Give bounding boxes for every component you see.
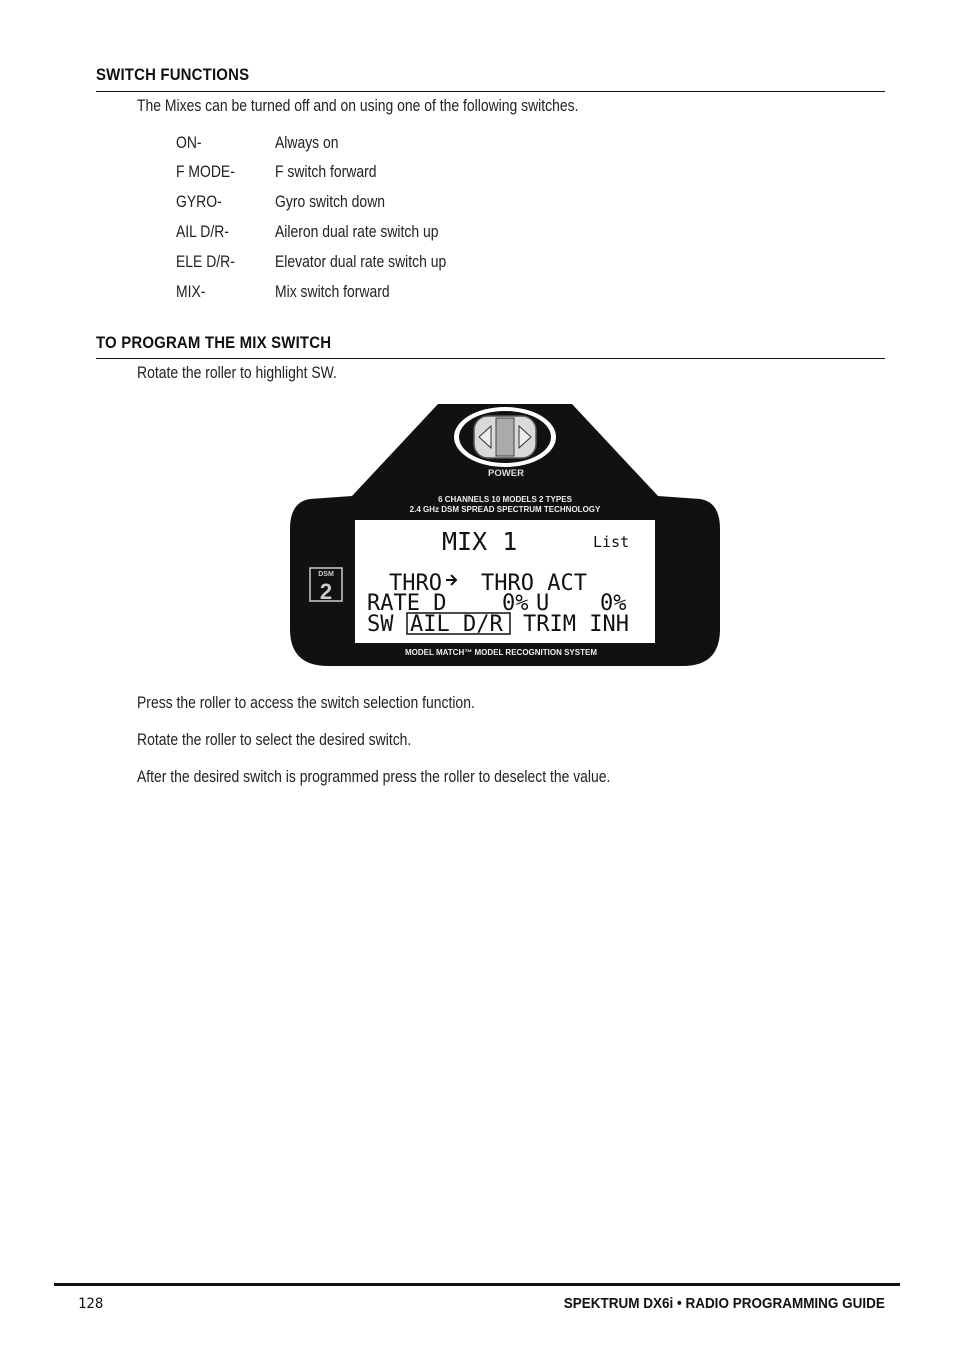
instruction-step: Rotate the roller to select the desired switch.	[137, 730, 412, 749]
switch-functions-intro: The Mixes can be turned off and on using one of the following switches.	[137, 96, 579, 115]
power-label: POWER	[488, 468, 524, 479]
instruction-step: Rotate the roller to highlight SW.	[137, 363, 337, 382]
switch-description: Elevator dual rate switch up	[275, 252, 447, 271]
switch-key: F MODE-	[176, 162, 235, 181]
switch-description: F switch forward	[275, 162, 377, 181]
lcd-row2-a: RATE D	[367, 591, 447, 616]
power-switch-slider	[496, 418, 514, 456]
switch-key: ELE D/R-	[176, 252, 235, 271]
section-heading-program-mix-switch: TO PROGRAM THE MIX SWITCH	[96, 333, 332, 352]
radio-footer-label: MODEL MATCH™ MODEL RECOGNITION SYSTEM	[404, 648, 598, 657]
switch-key: ON-	[176, 133, 202, 152]
section-rule	[96, 91, 885, 92]
footer-title: SPEKTRUM DX6i • RADIO PROGRAMMING GUIDE	[563, 1295, 885, 1312]
lcd-row3-selected: AIL D/R	[410, 612, 503, 637]
instruction-step: Press the roller to access the switch selection function.	[137, 693, 475, 712]
footer-rule	[54, 1283, 900, 1286]
switch-description: Always on	[275, 133, 339, 152]
spec-line-1: 6 CHANNELS 10 MODELS 2 TYPES	[438, 495, 572, 504]
switch-key: GYRO-	[176, 192, 222, 211]
switch-description: Aileron dual rate switch up	[275, 222, 439, 241]
lcd-title: MIX 1	[442, 527, 518, 556]
lcd-row1-a: THRO	[389, 571, 442, 596]
section-rule	[96, 358, 885, 359]
dsm-badge-number: 2	[319, 579, 333, 604]
lcd-row2-d: 0%	[600, 591, 627, 616]
switch-key: AIL D/R-	[176, 222, 229, 241]
switch-description: Mix switch forward	[275, 282, 390, 301]
spec-line-2: 2.4 GHz DSM SPREAD SPECTRUM TECHNOLOGY	[409, 505, 601, 514]
instruction-step: After the desired switch is programmed press the roller to deselect the value.	[137, 767, 611, 786]
dsm-badge-text: DSM	[318, 571, 334, 578]
lcd-row1-b: THRO ACT	[481, 571, 587, 596]
switch-description: Gyro switch down	[275, 192, 386, 211]
lcd-row2-b: 0%	[502, 591, 529, 616]
lcd-row3-b: TRIM INH	[523, 612, 629, 637]
section-heading-switch-functions: SWITCH FUNCTIONS	[96, 65, 250, 84]
lcd-list: List	[593, 533, 630, 551]
page-number: 128	[78, 1296, 104, 1312]
switch-key: MIX-	[176, 282, 206, 301]
lcd-row2-c: U	[536, 591, 550, 616]
lcd-row3-a: SW	[367, 612, 394, 637]
radio-transmitter-illustration	[288, 404, 722, 668]
